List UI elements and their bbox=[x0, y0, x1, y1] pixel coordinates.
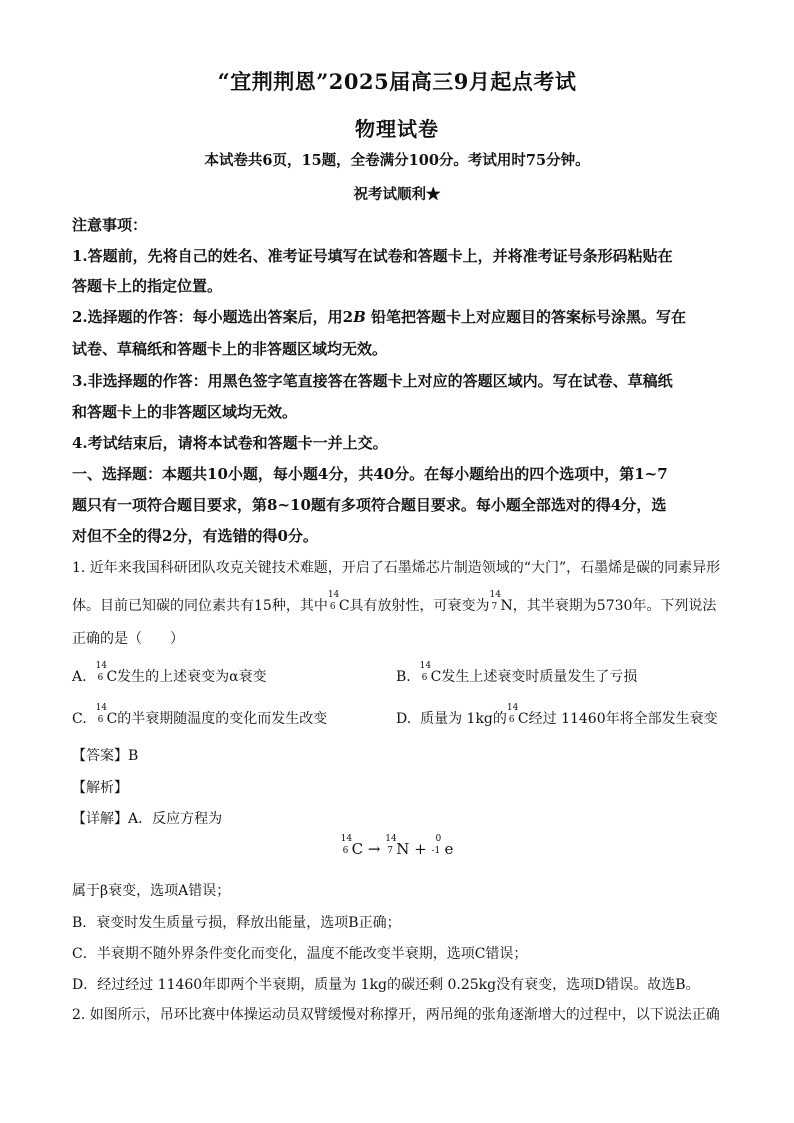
notice-item-2-line-1: 2.选择题的作答：每小题选出答案后，用2B 铅笔把答题卡上对应题目的答案标号涂黑。写在 bbox=[72, 308, 687, 326]
nitrogen-14-isotope: 14 7 bbox=[489, 590, 501, 612]
option-a[interactable]: A. 14 6 C发生的上述衰变为α衰变 bbox=[72, 661, 267, 685]
option-c[interactable]: C. 14 6 C的半衰期随温度的变化而发生改变 bbox=[72, 703, 328, 727]
exam-wish: 祝考试顺利★ bbox=[353, 186, 441, 203]
exam-title: “宜荆荆恩”2025届高三9月起点考试 bbox=[217, 69, 577, 94]
question-1-line-1: 1. 近年来我国科研团队攻克关键技术难题，开启了石墨烯芯片制造领域的“大门”，石墨烯是碳的同素异形 bbox=[72, 560, 721, 576]
carbon-14-isotope: 14 6 bbox=[327, 590, 340, 612]
option-d[interactable]: D. 质量为 1kg的 14 6 C经过 11460年将全部发生衰变 bbox=[396, 703, 718, 727]
section-1-line-1: 一、选择题：本题共10小题，每小题4分，共40分。在每小题给出的四个选项中，第1~7 bbox=[72, 465, 668, 483]
question-2-line-1: 2. 如图所示，吊环比赛中体操运动员双臂缓慢对称撑开，两吊绳的张角逐渐增大的过程中，以下说法正确 bbox=[72, 1007, 720, 1023]
notice-item-1-line-2: 答题卡上的指定位置。 bbox=[72, 277, 223, 295]
analysis-label: 【解析】 bbox=[72, 780, 128, 796]
explanation-line-3: C．半衰期不随外界条件变化而变化，温度不能改变半衰期，选项C错误； bbox=[72, 946, 528, 962]
notice-heading: 注意事项： bbox=[72, 216, 148, 234]
notice-item-3-line-1: 3.非选择题的作答：用黑色签字笔直接答在答题卡上对应的答题区域内。写在试卷、草稿纸 bbox=[72, 372, 673, 390]
explanation-line-4: D．经过经过 11460年即两个半衰期，质量为 1kg的碳还剩 0.25kg没有衰变，选项D错误。故选B。 bbox=[72, 977, 700, 993]
notice-item-2-line-2: 试卷、草稿纸和答题卡上的非答题区域均无效。 bbox=[72, 340, 388, 358]
reaction-equation: 14 6 C → 14 7 N + 0 -1 e bbox=[340, 834, 454, 858]
explanation-line-2: B．衰变时发生质量亏损，释放出能量，选项B正确； bbox=[72, 915, 401, 931]
question-1-line-2: 体。目前已知碳的同位素共有15种，其中 14 6 C具有放射性，可衰变为 14 7 N，其半衰期为5730年。下列说法 bbox=[72, 590, 717, 614]
option-b[interactable]: B. 14 6 C发生上述衰变时质量发生了亏损 bbox=[396, 661, 638, 685]
answer-line: 【答案】B bbox=[72, 748, 139, 764]
exam-subtitle: 物理试卷 bbox=[355, 117, 439, 141]
notice-item-1-line-1: 1.答题前，先将自己的姓名、准考证号填写在试卷和答题卡上，并将准考证号条形码粘贴在 bbox=[72, 247, 673, 265]
section-1-line-2: 题只有一项符合题目要求，第8~10题有多项符合题目要求。每小题全部选对的得4分，选 bbox=[72, 496, 667, 514]
section-1-line-3: 对但不全的得2分，有选错的得0分。 bbox=[72, 527, 318, 545]
question-1-line-3: 正确的是（ ） bbox=[72, 631, 184, 647]
notice-item-3-line-2: 和答题卡上的非答题区域均无效。 bbox=[72, 403, 298, 421]
detail-line: 【详解】A．反应方程为 bbox=[72, 811, 223, 827]
explanation-line-1: 属于β衰变，选项A错误； bbox=[72, 883, 231, 899]
notice-item-4: 4.考试结束后，请将本试卷和答题卡一并上交。 bbox=[72, 434, 388, 452]
exam-info: 本试卷共6页，15题，全卷满分100分。考试用时75分钟。 bbox=[204, 152, 590, 169]
